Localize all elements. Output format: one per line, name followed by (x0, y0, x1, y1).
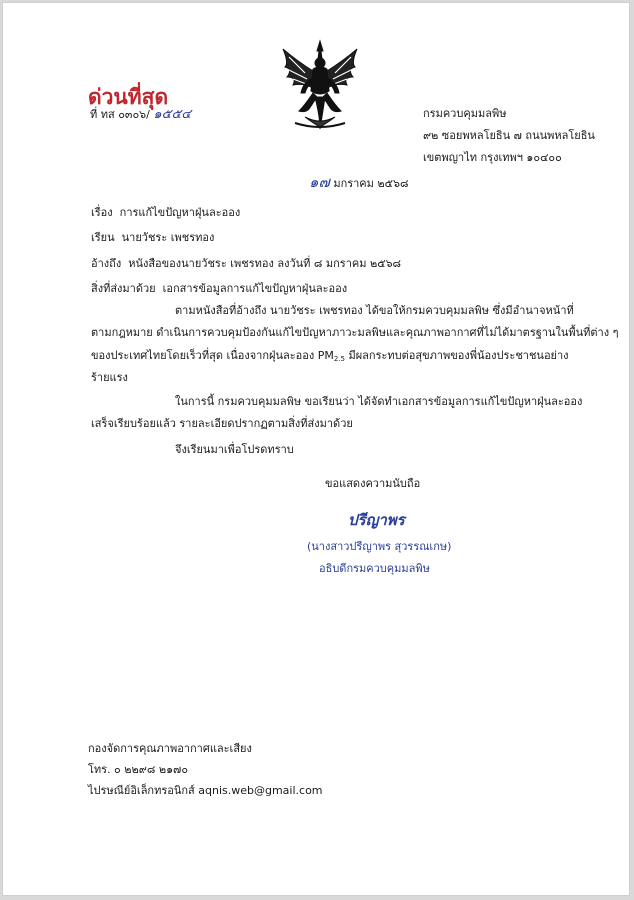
pm-subscript: 2.5 (333, 355, 345, 363)
para2-line2: เสร็จเรียบร้อยแล้ว รายละเอียดปรากฏตามสิ่งที่ส่งมาด้วย (91, 417, 353, 430)
footer-division: กองจัดการคุณภาพอากาศและเสียง (88, 742, 252, 755)
document-page (2, 2, 630, 896)
enclosure-value: เอกสารข้อมูลการแก้ไขปัญหาฝุ่นละออง (162, 282, 348, 295)
subject-line (91, 206, 240, 220)
date-month-year: มกราคม ๒๕๖๘ (333, 177, 409, 190)
signatory-position: อธิบดีกรมควบคุมมลพิษ (319, 562, 430, 575)
sender-address-line1: กรมควบคุมมลพิษ (423, 107, 507, 120)
recipient-value: นายวัชระ เพชรทอง (121, 231, 215, 244)
reference-line (91, 257, 401, 271)
para1-line4: ร้ายแรง (91, 371, 128, 384)
urgency-stamp: ด่วนที่สุด (88, 85, 169, 109)
para2-first-line: ในการนี้ กรมควบคุมมลพิษ ขอเรียนว่า ได้จัดทำเอกสารข้อมูลการแก้ไขปัญหาฝุ่นละออง (175, 395, 583, 408)
para1-line3 (91, 349, 569, 366)
document-number-prefix: ที่ ทส ๐๓๐๖/ (90, 108, 150, 121)
letter-date (309, 175, 408, 191)
footer-email: ไปรษณีย์อิเล็กทรอนิกส์ aqnis.web@gmail.com (88, 784, 323, 797)
recipient-label: เรียน (91, 231, 115, 244)
handwritten-signature: ปรีญาพร (348, 511, 405, 529)
para1-line2: ตามกฎหมาย ดำเนินการควบคุมป้องกันแก้ไขปัญหาภาวะมลพิษและคุณภาพอากาศที่ไม่ได้มาตรฐานในพื้นที่ต่าง ๆ (91, 326, 619, 339)
document-number-handwritten: ๑๕๕๔ (153, 107, 192, 122)
signatory-name: (นางสาวปรีญาพร สุวรรณเกษ) (307, 540, 452, 553)
para1-first-line: ตามหนังสือที่อ้างถึง นายวัชระ เพชรทอง ได้ขอให้กรมควบคุมมลพิษ ซึ่งมีอำนาจหน้าที่ (175, 304, 574, 317)
sender-address-line3: เขตพญาไท กรุงเทพฯ ๑๐๔๐๐ (423, 151, 562, 164)
closing-line: จึงเรียนมาเพื่อโปรดทราบ (175, 443, 294, 456)
para1-line3-a: ของประเทศไทยโดยเร็วที่สุด เนื่องจากฝุ่นละออง PM (91, 349, 334, 362)
footer-phone: โทร. ๐ ๒๒๙๘ ๒๑๗๐ (88, 763, 189, 776)
subject-value: การแก้ไขปัญหาฝุ่นละออง (119, 206, 241, 219)
date-day-handwritten: ๑๗ (309, 173, 330, 191)
reference-value: หนังสือของนายวัชระ เพชรทอง ลงวันที่ ๘ มกราคม ๒๕๖๘ (128, 257, 402, 270)
para1-line3-b: มีผลกระทบต่อสุขภาพของพี่น้องประชาชนอย่าง (344, 349, 569, 362)
enclosure-line (91, 282, 347, 296)
subject-label: เรื่อง (91, 206, 113, 219)
regards-line: ขอแสดงความนับถือ (325, 477, 421, 490)
document-number (90, 108, 191, 122)
reference-label: อ้างถึง (91, 257, 122, 270)
recipient-line (91, 231, 214, 245)
garuda-emblem-icon (275, 39, 365, 131)
enclosure-label: สิ่งที่ส่งมาด้วย (91, 282, 156, 295)
sender-address-line2: ๙๒ ซอยพหลโยธิน ๗ ถนนพหลโยธิน (423, 129, 595, 142)
